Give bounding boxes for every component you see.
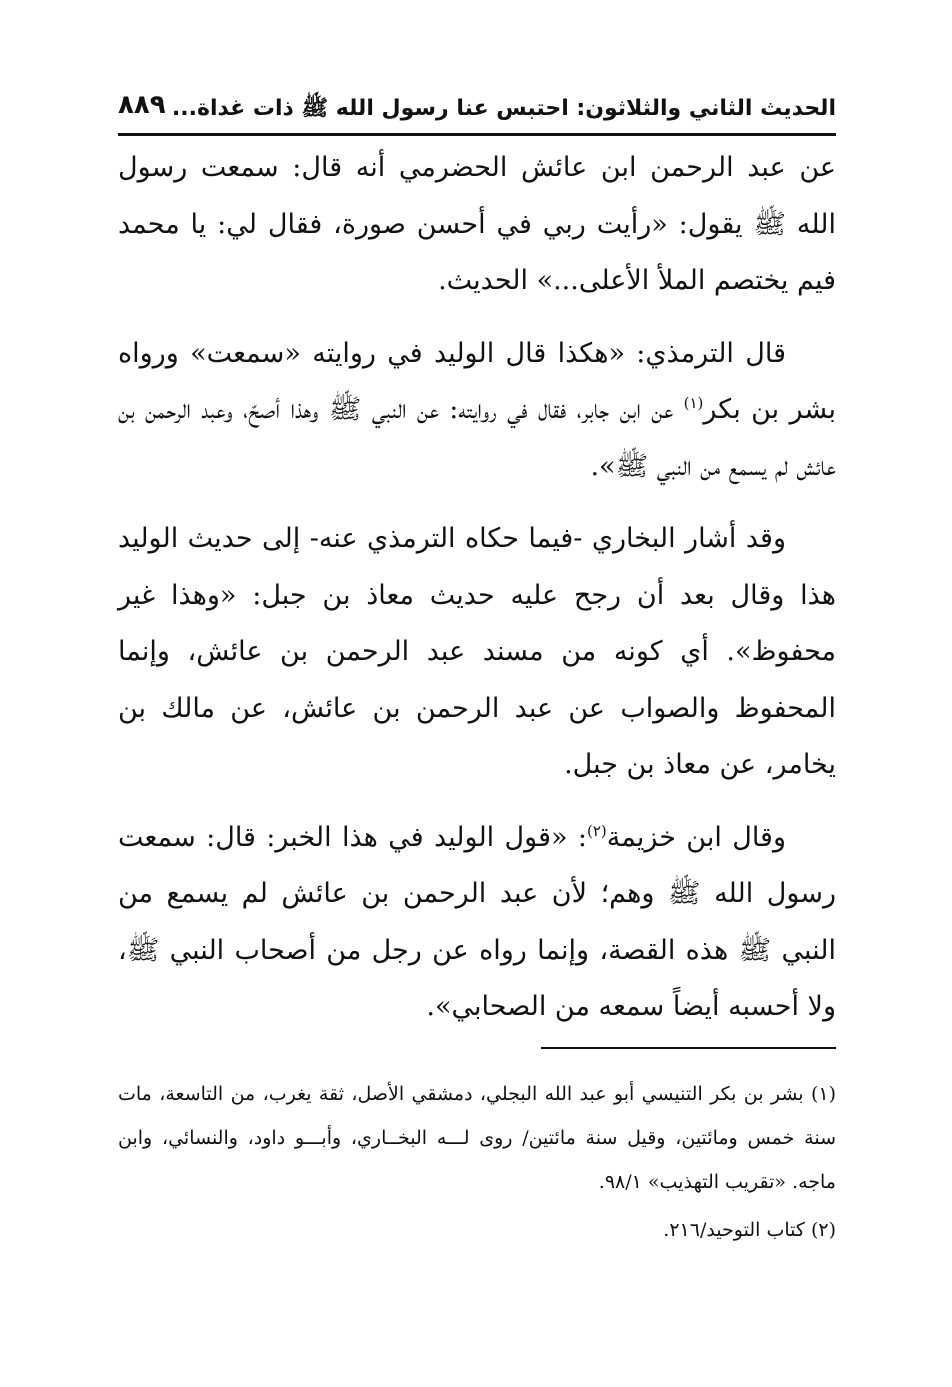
paragraph [118, 140, 836, 310]
footnote [118, 1208, 836, 1252]
footnotes [118, 1072, 836, 1256]
paragraph-text: عن عبد الرحمن ابن عائش الحضرمي أنه قال: سمعت رسول الله ﷺ يقول: «رأيت ربي في أحسن صورة، فقال لي: يا محمد فيم يختصم الملأ الأعلى...» الحديث. [118, 152, 836, 296]
header-rule [118, 133, 836, 136]
paragraph-text: وقد أشار البخاري -فيما حكاه الترمذي عنه- إلى حديث الوليد هذا وقال بعد أن رجح عليه حديث معاذ بن جبل: «وهذا غير محفوظ». أي كونه من مسند عبد الرحمن بن عائش، وإنما المحفوظ والصواب عن عبد الرحمن بن عائش، عن مالك بن يخامر، عن معاذ بن جبل. [118, 523, 836, 780]
paragraph [118, 511, 836, 794]
paragraph-text: قال الترمذي: «هكذا قال الوليد في روايته «سمعت» ورواه بشر بن بكر [118, 337, 836, 425]
footnote-text: (٢) كتاب التوحيد/٢١٦. [663, 1219, 836, 1241]
paragraph [118, 810, 836, 1036]
footnote-separator [541, 1047, 836, 1049]
footnote-text: (١) بشر بن بكر التنيسي أبو عبد الله البجلي، دمشقي الأصل، ثقة يغرب، من التاسعة، مات سنة خمس ومائتين، وقيل سنة مائتين/ روى لـــه البخــاري، وأبـــو داود، والنسائي، وابن ماجه. «تقريب التهذيب» ٩٨/١. [118, 1083, 836, 1193]
footnote [118, 1072, 836, 1204]
paragraph-text: : «قول الوليد في هذا الخبر: قال: سمعت رسول الله ﷺ وهم؛ لأن عبد الرحمن بن عائش لم يسمع من النبي ﷺ هذه القصة، وإنما رواه عن رجل من أصحاب النبي ﷺ، ولا أحسبه أيضاً سمعه من الصحابي». [118, 821, 836, 1022]
running-header [118, 90, 836, 130]
footnote-reference[interactable]: (١) [683, 394, 704, 412]
header-title: الحديث الثاني والثلاثون: احتبس عنا رسول الله ﷺ ذات غداة... [171, 96, 836, 121]
page-number: ٨٨٩ [118, 90, 166, 120]
main-text [118, 140, 836, 1052]
footnote-reference[interactable]: (٢) [586, 821, 607, 840]
paragraph-text: وقال ابن خزيمة [606, 821, 786, 853]
paragraph [118, 326, 836, 496]
paragraph-text: عن ابن جابر، فقال في روايته: عن النبي ﷺ وهذا أصحّ، وعبد الرحمن بن عائش لم يسمع من النبي ﷺ». [118, 394, 836, 482]
